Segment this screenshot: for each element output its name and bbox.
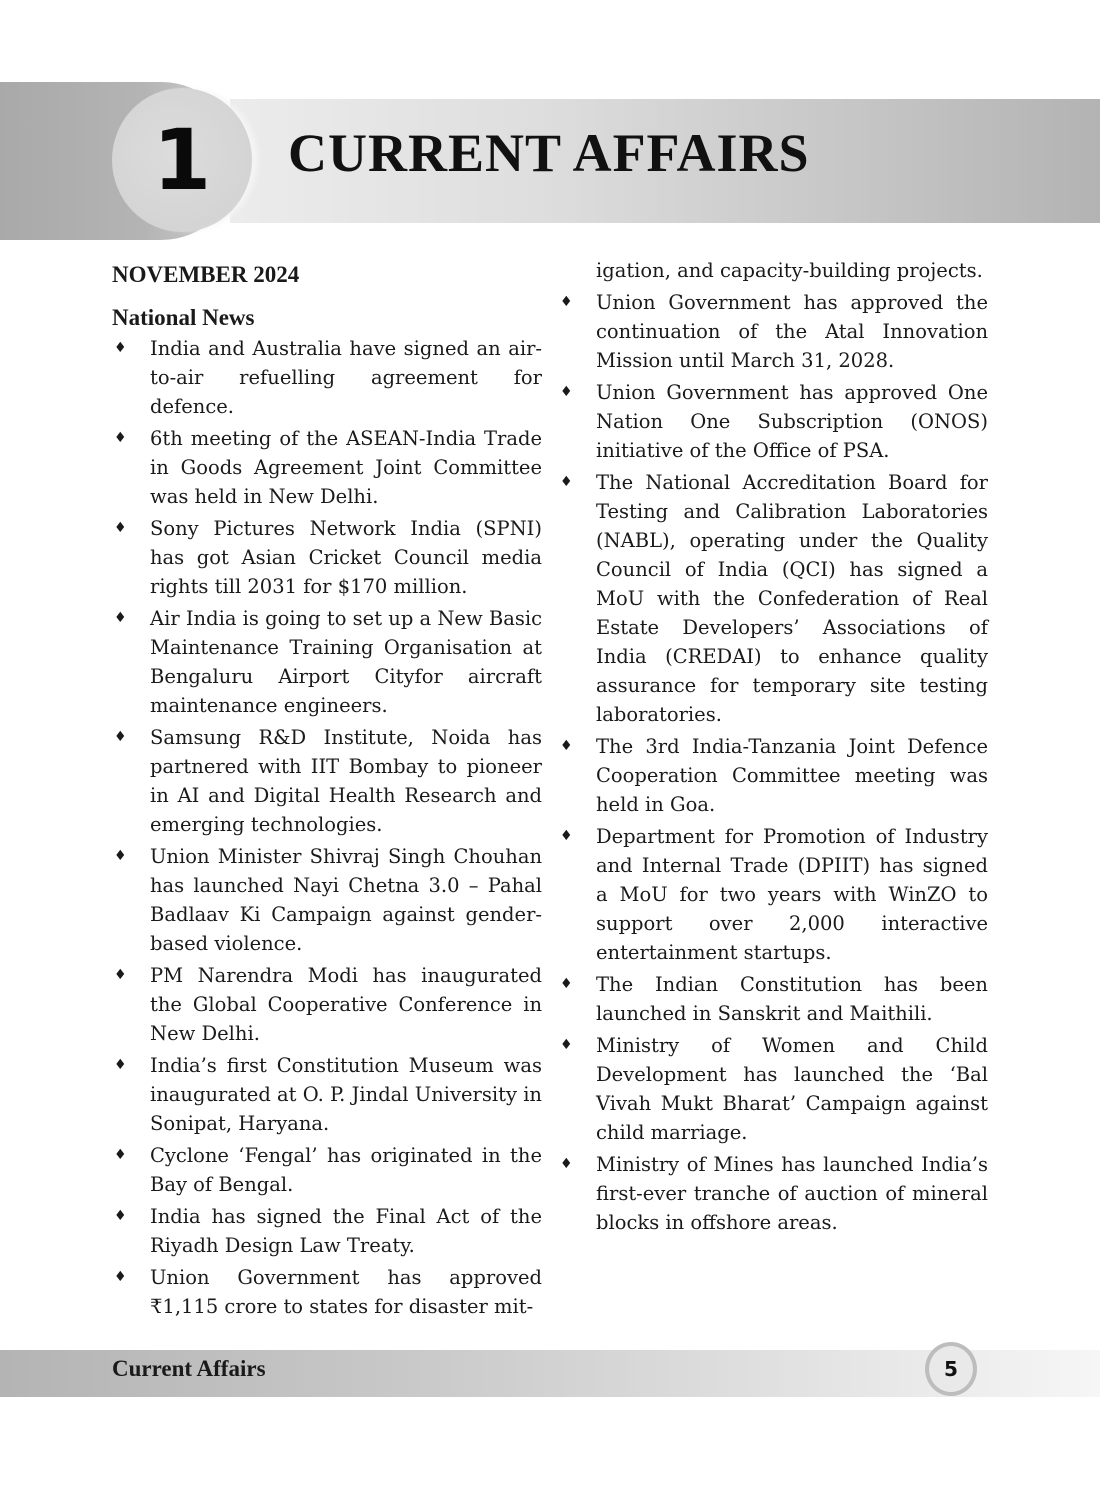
news-item: ♦ Ministry of Mines has launched India’s first-ever tranche of auction of mineral blocks in offshore areas. xyxy=(558,1150,988,1237)
news-item: ♦ PM Narendra Modi has inaugurated the Global Cooperative Conference in New Delhi. xyxy=(112,961,542,1048)
news-item: ♦ Ministry of Women and Child Development has launched the ‘Bal Vivah Mukt Bharat’ Campaign against child marriage. xyxy=(558,1031,988,1147)
news-item: ♦ Union Government has approved One Nation One Subscription (ONOS) initiative of the Office of PSA. xyxy=(558,378,988,465)
diamond-bullet-icon: ♦ xyxy=(560,828,573,844)
news-item: ♦ 6th meeting of the ASEAN-India Trade in Goods Agreement Joint Committee was held in New Delhi. xyxy=(112,424,542,511)
diamond-bullet-icon: ♦ xyxy=(560,384,573,400)
diamond-bullet-icon: ♦ xyxy=(114,1269,127,1285)
left-column xyxy=(112,256,542,1324)
right-column xyxy=(558,256,988,1240)
diamond-bullet-icon: ♦ xyxy=(560,1037,573,1053)
diamond-bullet-icon: ♦ xyxy=(114,430,127,446)
diamond-bullet-icon: ♦ xyxy=(114,340,127,356)
section-heading: National News xyxy=(112,305,255,330)
diamond-bullet-icon: ♦ xyxy=(114,1057,127,1073)
month-heading: NOVEMBER 2024 xyxy=(112,262,300,287)
news-item: ♦ The Indian Constitution has been launched in Sanskrit and Maithili. xyxy=(558,970,988,1028)
news-item: ♦ Cyclone ‘Fengal’ has originated in the Bay of Bengal. xyxy=(112,1141,542,1199)
news-item: ♦ Union Government has approved the continuation of the Atal Innovation Mission until March 31, 2028. xyxy=(558,288,988,375)
diamond-bullet-icon: ♦ xyxy=(114,1147,127,1163)
diamond-bullet-icon: ♦ xyxy=(114,520,127,536)
news-item: ♦ Department for Promotion of Industry and Internal Trade (DPIIT) has signed a MoU for two years with WinZO to support over 2,000 interactive entertainment startups. xyxy=(558,822,988,967)
chapter-number: 1 xyxy=(152,111,212,209)
news-item: ♦ Union Minister Shivraj Singh Chouhan has launched Nayi Chetna 3.0 – Pahal Badlaav Ki Campaign against gender-based violence. xyxy=(112,842,542,958)
page-number: 5 xyxy=(925,1342,977,1396)
footer-title: Current Affairs xyxy=(112,1356,266,1381)
news-item: ♦ India and Australia have signed an air-to-air refuelling agreement for defence. xyxy=(112,334,542,421)
diamond-bullet-icon: ♦ xyxy=(114,1208,127,1224)
diamond-bullet-icon: ♦ xyxy=(114,610,127,626)
news-item: ♦ The 3rd India-Tanzania Joint Defence Cooperation Committee meeting was held in Goa. xyxy=(558,732,988,819)
news-item: ♦ India’s first Constitution Museum was inaugurated at O. P. Jindal University in Sonipat, Haryana. xyxy=(112,1051,542,1138)
diamond-bullet-icon: ♦ xyxy=(560,294,573,310)
left-news-list xyxy=(112,334,542,1321)
news-item: ♦ Sony Pictures Network India (SPNI) has got Asian Cricket Council media rights till 2031 for $170 million. xyxy=(112,514,542,601)
news-item: ♦ Union Government has approved ₹1,115 crore to states for disaster mit- xyxy=(112,1263,542,1321)
diamond-bullet-icon: ♦ xyxy=(114,729,127,745)
diamond-bullet-icon: ♦ xyxy=(114,848,127,864)
diamond-bullet-icon: ♦ xyxy=(560,976,573,992)
diamond-bullet-icon: ♦ xyxy=(114,967,127,983)
diamond-bullet-icon: ♦ xyxy=(560,474,573,490)
news-item: ♦ The National Accreditation Board for Testing and Calibration Laboratories (NABL), operating under the Quality Council of India (QCI) has signed a MoU with the Confederation of Real Estate Developers’ Associations of India (CREDAI) to enhance quality assurance for temporary site testing laboratories. xyxy=(558,468,988,729)
diamond-bullet-icon: ♦ xyxy=(560,1156,573,1172)
news-item-continuation: igation, and capacity-building projects. xyxy=(596,259,983,282)
diamond-bullet-icon: ♦ xyxy=(560,738,573,754)
chapter-title: CURRENT AFFAIRS xyxy=(288,123,810,183)
news-item: ♦ Samsung R&D Institute, Noida has partnered with IIT Bombay to pioneer in AI and Digital Health Research and emerging technologies. xyxy=(112,723,542,839)
right-news-list xyxy=(558,288,988,1237)
news-item: ♦ Air India is going to set up a New Basic Maintenance Training Organisation at Bengaluru Airport Cityfor aircraft maintenance engineers. xyxy=(112,604,542,720)
news-item: ♦ India has signed the Final Act of the Riyadh Design Law Treaty. xyxy=(112,1202,542,1260)
